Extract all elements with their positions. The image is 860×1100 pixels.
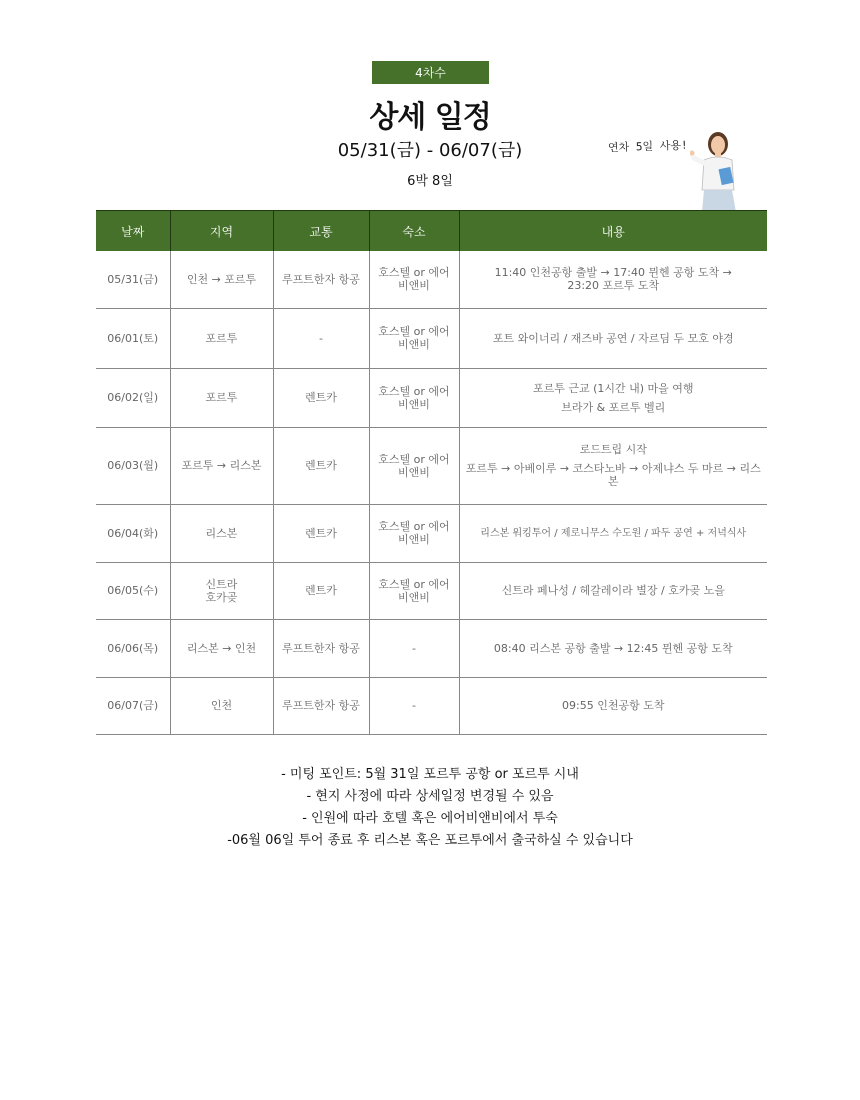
- date-cell: 06/05(수): [96, 562, 170, 619]
- content-line: 11:40 인천공항 출발 → 17:40 뮌헨 공항 도착 →: [494, 266, 732, 280]
- content-cell: 09:55 인천공항 도착: [459, 677, 767, 734]
- column-header: 지역: [170, 211, 273, 252]
- region-cell: 포르투: [170, 368, 273, 427]
- column-header: 교통: [273, 211, 369, 252]
- schedule-table: [96, 210, 767, 735]
- date-cell: 06/02(일): [96, 368, 170, 427]
- content-line: 로드트립 시작: [579, 443, 647, 456]
- content-cell: 포트 와이너리 / 재즈바 공연 / 자르딤 두 모호 야경: [459, 308, 767, 368]
- date-range: 05/31(금) - 06/07(금): [337, 140, 523, 161]
- table-row: [96, 619, 767, 677]
- transport-cell: 렌트카: [273, 504, 369, 562]
- note-line: - 인원에 따라 호텔 혹은 에어비앤비에서 투숙: [302, 811, 558, 826]
- page-title: 상세 일정: [369, 100, 491, 135]
- date-cell: 05/31(금): [96, 251, 170, 308]
- lodging-cell: -: [369, 677, 459, 734]
- table-row: [96, 308, 767, 368]
- content-cell: 리스본 워킹투어 / 제로니무스 수도원 / 파두 공연 + 저녁식사: [459, 504, 767, 562]
- content-line: 포르투 → 아베이루 → 코스타노바 → 아제냐스 두 마르 → 리스본: [465, 462, 761, 488]
- transport-cell: 루프트한자 항공: [273, 677, 369, 734]
- content-cell: 08:40 리스본 공항 출발 → 12:45 뮌헨 공항 도착: [459, 619, 767, 677]
- handwritten-note: 연차 5일 사용!: [607, 138, 688, 155]
- transport-cell: 렌트카: [273, 562, 369, 619]
- content-line: 23:20 포르투 도착: [567, 279, 660, 293]
- lodging-cell: 호스텔 or 에어비앤비: [369, 251, 459, 308]
- round-badge: 4차수: [372, 61, 489, 84]
- table-row: [96, 562, 767, 619]
- content-cell: [459, 427, 767, 504]
- date-cell: 06/03(월): [96, 427, 170, 504]
- region-cell: 리스본: [170, 504, 273, 562]
- content-cell: [459, 251, 767, 308]
- table-header-row: [96, 211, 767, 252]
- transport-cell: 렌트카: [273, 427, 369, 504]
- date-cell: 06/07(금): [96, 677, 170, 734]
- note-line: -06월 06일 투어 종료 후 리스본 혹은 포르투에서 출국하실 수 있습니다: [227, 833, 633, 848]
- lodging-cell: 호스텔 or 에어비앤비: [369, 562, 459, 619]
- date-cell: 06/01(토): [96, 308, 170, 368]
- note-line: - 미팅 포인트: 5월 31일 포르투 공항 or 포르투 시내: [281, 767, 579, 782]
- lodging-cell: -: [369, 619, 459, 677]
- notes-section: [0, 764, 860, 852]
- transport-cell: 루프트한자 항공: [273, 251, 369, 308]
- column-header: 날짜: [96, 211, 170, 252]
- transport-cell: 렌트카: [273, 368, 369, 427]
- table-row: [96, 251, 767, 308]
- transport-cell: -: [273, 308, 369, 368]
- region-cell: 인천 → 포르투: [170, 251, 273, 308]
- lodging-cell: 호스텔 or 에어비앤비: [369, 368, 459, 427]
- lodging-cell: 호스텔 or 에어비앤비: [369, 427, 459, 504]
- region-cell: 리스본 → 인천: [170, 619, 273, 677]
- table-row: [96, 427, 767, 504]
- content-line: 포르투 근교 (1시간 내) 마을 여행: [532, 381, 694, 395]
- table-row: [96, 368, 767, 427]
- content-cell: [459, 368, 767, 427]
- column-header: 숙소: [369, 211, 459, 252]
- duration-label: 6박 8일: [407, 174, 453, 189]
- lodging-cell: 호스텔 or 에어비앤비: [369, 504, 459, 562]
- lodging-cell: 호스텔 or 에어비앤비: [369, 308, 459, 368]
- table-row: [96, 504, 767, 562]
- note-line: - 현지 사정에 따라 상세일정 변경될 수 있음: [306, 789, 554, 804]
- column-header: 내용: [459, 211, 767, 252]
- region-cell: 신트라 호카곶: [170, 562, 273, 619]
- content-line: 브라가 & 포르투 벨리: [561, 400, 666, 414]
- woman-illustration: [690, 128, 750, 212]
- content-cell: 신트라 페나성 / 헤갈레이라 별장 / 호카곶 노을: [459, 562, 767, 619]
- region-cell: 인천: [170, 677, 273, 734]
- region-cell: 포르투: [170, 308, 273, 368]
- region-cell: 포르투 → 리스본: [170, 427, 273, 504]
- transport-cell: 루프트한자 항공: [273, 619, 369, 677]
- table-row: [96, 677, 767, 734]
- date-cell: 06/04(화): [96, 504, 170, 562]
- date-cell: 06/06(목): [96, 619, 170, 677]
